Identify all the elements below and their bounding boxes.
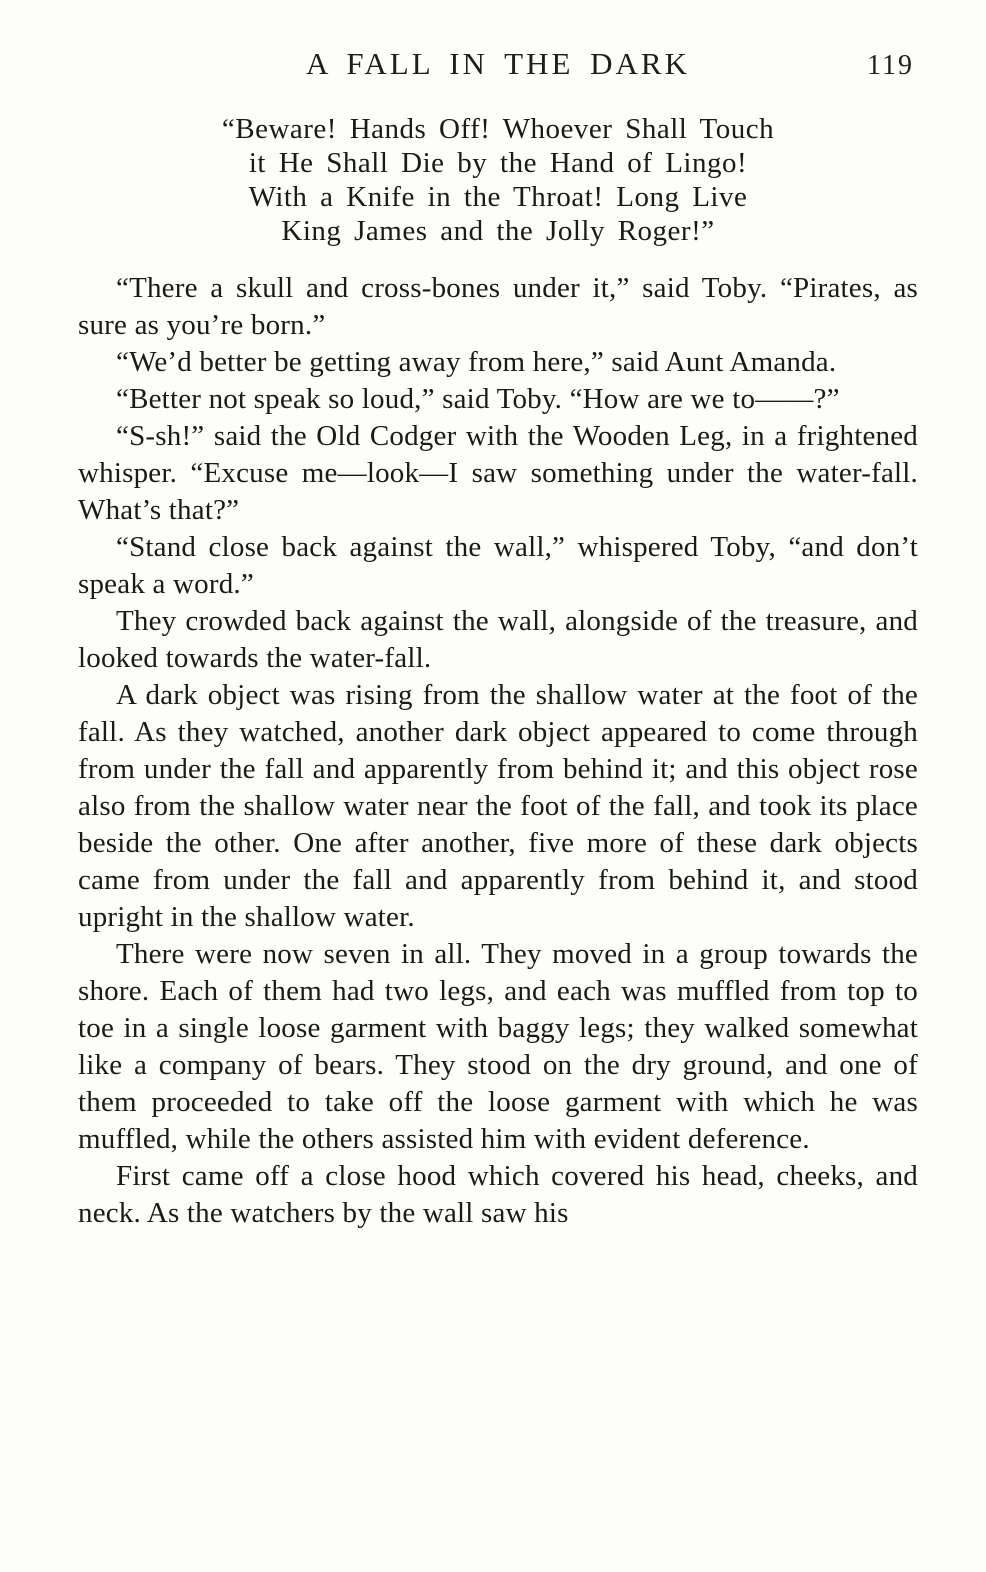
paragraph: A dark object was rising from the shallow water at the foot of the fall. As they watched, another dark object appeared to come through from under the fall and apparently from behind it; and this object rose also from the shallow water near the foot of the fall, and took its place beside the other. One after another, five more of these dark objects came from under the fall and apparently from behind it, and stood upright in the shallow water.	[78, 679, 918, 933]
page-header	[78, 46, 918, 92]
paragraph: There were now seven in all. They moved in a group towards the shore. Each of them had two legs, and each was muffled from top to toe in a single loose garment with baggy legs; they walked somewhat like a company of bears. They stood on the dry ground, and one of them proceeded to take off the loose garment with which he was muffled, while the others assisted him with evident deference.	[78, 938, 918, 1155]
page-number: 119	[867, 50, 914, 81]
paragraph: “S-sh!” said the Old Codger with the Wooden Leg, in a frightened whisper. “Excuse me—look—I saw something under the water-fall. What’s that?”	[78, 420, 918, 526]
inscription-line: “Beware! Hands Off! Whoever Shall Touch	[221, 113, 775, 145]
inscription-line: it He Shall Die by the Hand of Lingo!	[248, 147, 748, 179]
inscription-line: King James and the Jolly Roger!”	[281, 215, 715, 247]
body-text	[78, 270, 918, 1232]
paragraph: First came off a close hood which covered his head, cheeks, and neck. As the watchers by the wall saw his	[78, 1160, 918, 1229]
paragraph: “We’d better be getting away from here,” said Aunt Amanda.	[116, 346, 837, 378]
paragraph: “Better not speak so loud,” said Toby. “How are we to——?”	[116, 383, 840, 415]
sign-inscription	[78, 112, 918, 248]
inscription-line: With a Knife in the Throat! Long Live	[248, 181, 748, 213]
paragraph: They crowded back against the wall, alongside of the treasure, and looked towards the water-fall.	[78, 605, 918, 674]
running-title: A FALL IN THE DARK	[306, 46, 690, 81]
paragraph: “There a skull and cross-bones under it,” said Toby. “Pirates, as sure as you’re born.”	[78, 272, 918, 341]
paragraph: “Stand close back against the wall,” whispered Toby, “and don’t speak a word.”	[78, 531, 918, 600]
